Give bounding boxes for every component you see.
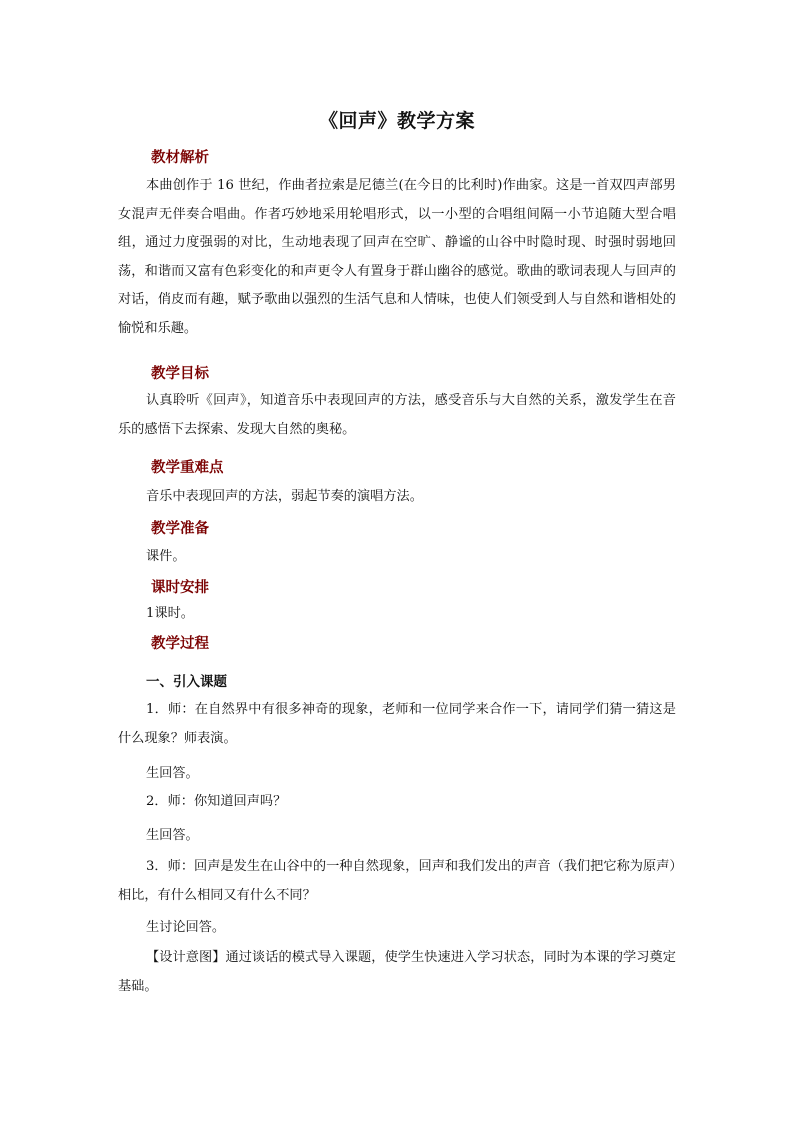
analysis-paragraph: 本曲创作于 16 世纪，作曲者拉索是尼德兰(在今日的比利时)作曲家。这是一首双四声部男女混声无伴奏合唱曲。作者巧妙地采用轮唱形式，以一小型的合唱组间隔一小节追随大型合唱组，通过力度强弱的对比，生动地表现了回声在空旷、静谧的山谷中时隐时现、时强时弱地回荡，和谐而又富有色彩变化的和声更令人有置身于群山幽谷的感觉。歌曲的歌词表现人与回声的对话，俏皮而有趣，赋予歌曲以强烈的生活气息和人情味，也使人们领受到人与自然和谐相处的愉悦和乐趣。 bbox=[118, 178, 676, 336]
goals-paragraph: 认真聆听《回声》，知道音乐中表现回声的方法，感受音乐与大自然的关系，激发学生在音乐的感悟下去探索、发现大自然的奥秘。 bbox=[118, 393, 676, 437]
section-heading-analysis: 教材解析 bbox=[151, 149, 209, 166]
process-item-5: 3．师：回声是发生在山谷中的一种自然现象，回声和我们发出的声音（我们把它称为原声）相比，有什么相同又有什么不同？ bbox=[118, 859, 676, 903]
section-heading-preparation: 教学准备 bbox=[151, 520, 209, 537]
process-item-1: 1．师：在自然界中有很多神奇的现象，老师和一位同学来合作一下，请同学们猜一猜这是什么现象？师表演。 bbox=[118, 702, 676, 746]
process-item-3: 2．师：你知道回声吗？ bbox=[146, 794, 287, 809]
schedule-paragraph: 1课时。 bbox=[146, 606, 194, 621]
key-points-paragraph: 音乐中表现回声的方法，弱起节奏的演唱方法。 bbox=[146, 489, 423, 504]
section-heading-goals: 教学目标 bbox=[151, 365, 209, 382]
process-part1-heading: 一、引入课题 bbox=[146, 674, 227, 690]
section-heading-key-points: 教学重难点 bbox=[151, 459, 224, 476]
preparation-paragraph: 课件。 bbox=[146, 549, 186, 564]
section-heading-process: 教学过程 bbox=[151, 635, 209, 652]
process-item-6: 生讨论回答。 bbox=[146, 920, 226, 935]
section-heading-schedule: 课时安排 bbox=[151, 579, 209, 596]
process-item-7: 【设计意图】通过谈话的模式导入课题，使学生快速进入学习状态，同时为本课的学习奠定基础。 bbox=[118, 950, 676, 994]
process-item-2: 生回答。 bbox=[146, 766, 199, 781]
process-item-4: 生回答。 bbox=[146, 828, 199, 843]
document-title: 《回声》教学方案 bbox=[318, 110, 475, 132]
